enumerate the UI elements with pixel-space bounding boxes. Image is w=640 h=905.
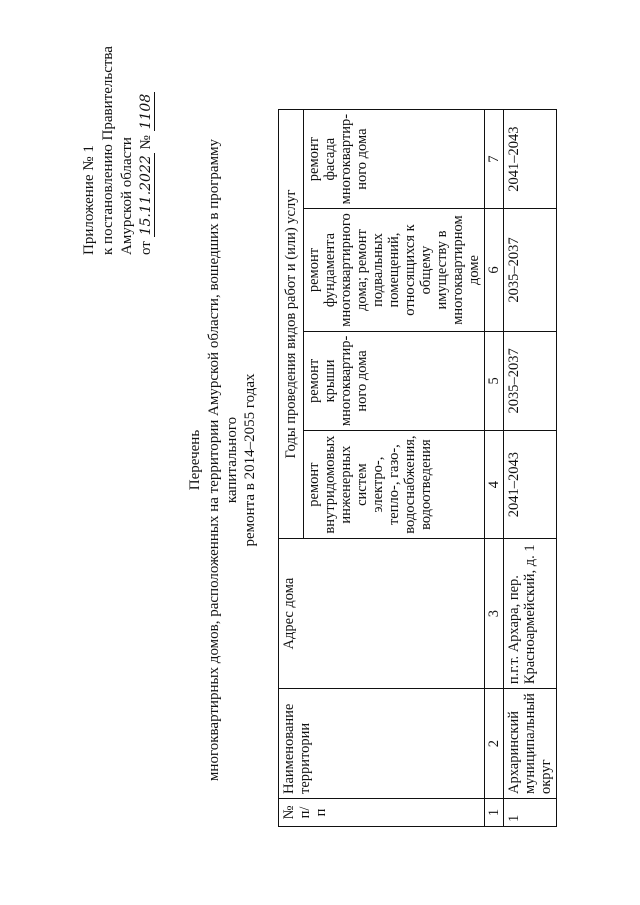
- column-number: 7: [485, 109, 504, 208]
- date-prefix: от: [138, 241, 154, 255]
- column-number: 2: [485, 689, 504, 799]
- column-number-row: [485, 109, 504, 826]
- row-address: п.г.т. Архара, пер. Красноармейский, д. 1: [504, 539, 557, 689]
- document-title: Перечень: [187, 429, 203, 491]
- handwritten-date: 15.11.2022: [138, 155, 154, 236]
- appendix-date-line: [137, 55, 156, 255]
- row-col-7: 2041–2043: [504, 109, 557, 208]
- row-col-5: 2035–2037: [504, 331, 557, 430]
- houses-table: [278, 109, 557, 827]
- column-number: 1: [485, 799, 504, 827]
- appendix-line-1: Приложение № 1: [81, 145, 97, 255]
- table-header-row: [279, 109, 304, 826]
- document-heading: [186, 135, 259, 785]
- row-col-6: 2035–2037: [504, 209, 557, 331]
- column-number: 5: [485, 331, 504, 430]
- header-col-7: ремонт фасада многоквартир-ного дома: [304, 109, 485, 208]
- column-number: 4: [485, 431, 504, 539]
- row-num: 1: [504, 799, 557, 827]
- header-col-4: ремонт внутридомовых инженерных систем электро-, тепло-, газо-, водоснабжения, водоотведения: [304, 431, 485, 539]
- appendix-line-2: к постановлению Правительства: [100, 46, 116, 255]
- header-num: № п/п: [279, 799, 485, 827]
- column-number: 3: [485, 539, 504, 689]
- row-col-4: 2041–2043: [504, 431, 557, 539]
- header-col-5: ремонт крыши многоквартир-ного дома: [304, 331, 485, 430]
- handwritten-number: 1108: [138, 93, 154, 130]
- column-number: 6: [485, 209, 504, 331]
- row-territory: Архаринский муниципальный округ: [504, 689, 557, 799]
- header-work-years: Годы проведения видов работ и (или) услуг: [279, 109, 304, 538]
- heading-line-1: многоквартирных домов, расположенных на территории Амурской области, вошедших в программу капитального: [206, 138, 240, 782]
- header-address: Адрес дома: [279, 539, 485, 689]
- header-col-6: ремонт фундамента многоквартирного дома; ремонт подвальных помещений, относящихся к общему имуществу в многоквартирном доме: [304, 209, 485, 331]
- appendix-line-3: Амурской области: [119, 137, 135, 255]
- header-territory: Наименование территории: [279, 689, 485, 799]
- appendix-block: [80, 46, 156, 255]
- number-sign: №: [138, 135, 154, 150]
- heading-line-2: ремонта в 2014–2055 годах: [242, 373, 258, 547]
- table-row: [504, 109, 557, 826]
